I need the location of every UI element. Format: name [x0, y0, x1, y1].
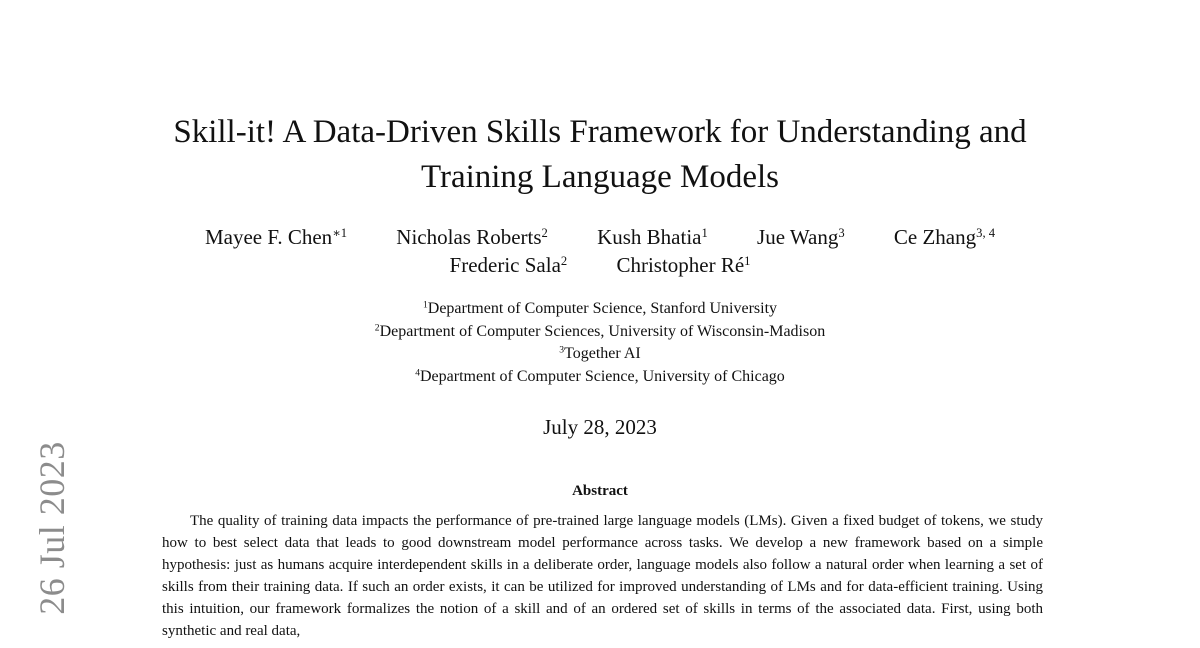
author	[597, 223, 708, 251]
paper-title-line-2: Training Language Models	[420, 159, 780, 195]
arxiv-date-stamp: 26 Jul 2023	[32, 441, 72, 615]
author-list	[100, 223, 1100, 279]
paper-title	[100, 110, 1100, 200]
affiliation-text: Department of Computer Science, Stanford University	[427, 300, 778, 317]
author-name: Nicholas Roberts	[396, 225, 542, 249]
author	[757, 223, 845, 251]
author-affiliation-mark: 2	[560, 254, 568, 269]
affiliation-text: Together AI	[564, 345, 641, 362]
affiliation-mark: 4	[415, 367, 420, 379]
affiliation-mark: 3	[559, 344, 565, 356]
paper-date: July 28, 2023	[543, 415, 657, 439]
affiliation-list	[100, 298, 1100, 388]
author-name: Kush Bhatia	[597, 225, 702, 249]
author-affiliation-mark: 1	[701, 226, 708, 241]
affiliation-mark: 1	[422, 299, 428, 311]
affiliation-text: Department of Computer Sciences, University of Wisconsin-Madison	[379, 322, 826, 340]
paper-title-line-1: Skill-it! A Data-Driven Skills Framework for Understanding and	[173, 114, 1027, 150]
author-row-2	[100, 251, 1100, 279]
affiliation	[100, 321, 1100, 344]
author-affiliation-mark: 2	[541, 226, 548, 241]
abstract-heading: Abstract	[572, 483, 628, 499]
author-affiliation-mark: 3	[838, 226, 845, 241]
author	[450, 251, 568, 279]
affiliation	[100, 298, 1100, 321]
author	[205, 223, 347, 251]
author-row-1	[100, 223, 1100, 251]
author	[396, 223, 548, 251]
author-affiliation-mark: 3, 4	[976, 226, 996, 241]
author-affiliation-mark: 1	[744, 254, 751, 269]
author-affiliation-mark: ∗1	[332, 226, 348, 241]
affiliation	[100, 343, 1100, 366]
author-name: Ce Zhang	[893, 225, 977, 249]
author-name: Mayee F. Chen	[204, 225, 333, 249]
author	[894, 223, 995, 251]
author-name: Frederic Sala	[449, 253, 561, 277]
author	[616, 251, 750, 279]
affiliation	[100, 366, 1100, 389]
affiliation-mark: 2	[374, 322, 380, 334]
author-name: Jue Wang	[757, 225, 839, 249]
author-name: Christopher Ré	[616, 253, 745, 277]
abstract-body: The quality of training data impacts the performance of pre-trained large language models (LMs). Given a fixed budget of tokens, we study how to best select data that leads to good downstream model performance across tasks. We develop a new framework based on a simple hypothesis: just as humans acquire interdependent skills in a deliberate order, language models also follow a natural order when learning a set of skills from their training data. If such an order exists, it can be utilized for improved understanding of LMs and for data-efficient training. Using this intuition, our framework formalizes the notion of a skill and of an ordered set of skills in terms of the associated data. First, using both synthetic and real data,	[162, 513, 1043, 639]
affiliation-text: Department of Computer Science, University of Chicago	[420, 367, 785, 385]
